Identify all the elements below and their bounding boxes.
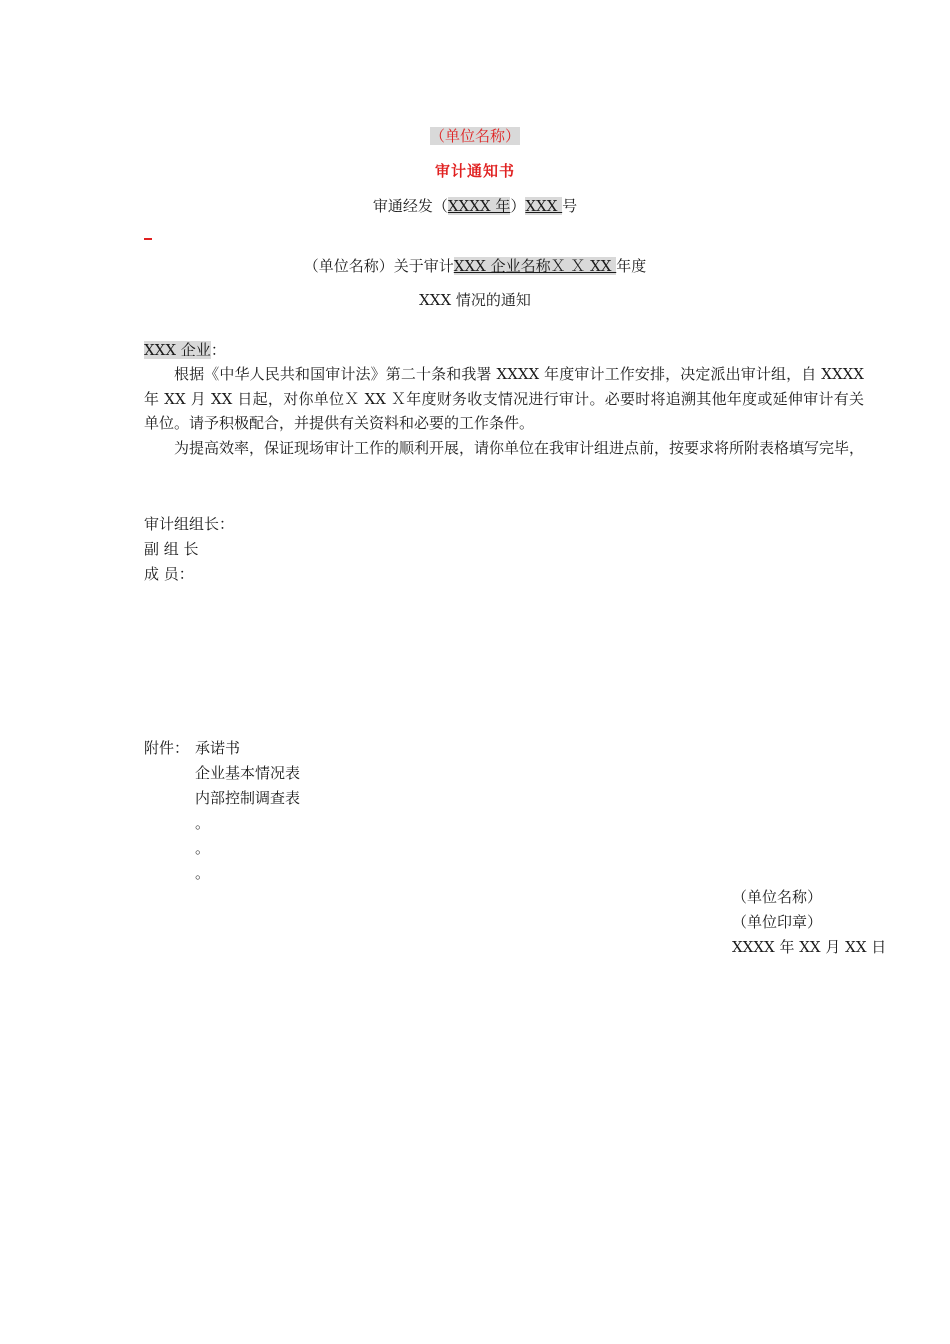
team-members: 成 员： (144, 565, 194, 583)
document-title: 审计通知书 (434, 162, 515, 180)
subject-line-1 (0, 256, 950, 276)
addressee (144, 340, 226, 360)
subject-prefix: （单位名称）关于审计 (303, 257, 454, 275)
document-number (0, 196, 950, 216)
attachment-item: 。 (195, 814, 211, 832)
subject-company: XXX 企业名称Ｘ Ｘ XX (453, 257, 617, 275)
attachment-item: 。 (195, 864, 211, 882)
doc-no-suffix: 号 (562, 197, 578, 215)
signature-unit-name: （单位名称） (732, 888, 823, 906)
subject-line-2: XXX 情况的通知 (419, 291, 531, 309)
doc-no-year: XXXX 年 (447, 197, 511, 215)
attachment-item: 内部控制调查表 (195, 789, 301, 807)
subject-suffix: 年度 (616, 257, 647, 275)
doc-no-prefix: 审通经发（ (372, 197, 448, 215)
addressee-colon: ： (210, 341, 226, 359)
body-paragraph-2: 为提高效率，保证现场审计工作的顺利开展，请你单位在我审计组进点前，按要求将所附表格填写完毕， (174, 439, 865, 457)
attachment-item: 承诺书 (195, 739, 241, 757)
team-leader: 审计组组长： (144, 515, 235, 533)
signature-date: XXXX 年 XX 月 XX 日 (732, 938, 887, 956)
attachments-label: 附件： (144, 739, 190, 757)
team-deputy: 副 组 长 (144, 540, 199, 558)
header-unit-name: （单位名称） (429, 127, 520, 145)
body-paragraph-1: 根据《中华人民共和国审计法》第二十条和我署 XXXX 年度审计工作安排，决定派出审计组，自 XXXX 年 XX 月 XX 日起，对你单位Ｘ XX Ｘ年度财务收支情况进行审计。必要时将追溯其他年度或延伸审计有关单位。请予积极配合，并提供有关资料和必要的工作条件。 (144, 365, 864, 432)
doc-no-number: XXX (525, 197, 563, 215)
doc-no-mid: ） (510, 197, 526, 215)
header-unit-name-line (0, 126, 950, 146)
attachment-item: 企业基本情况表 (195, 764, 301, 782)
signature-seal: （单位印章） (732, 913, 823, 931)
red-separator-mark (144, 238, 152, 240)
attachment-item: 。 (195, 839, 211, 857)
addressee-name: XXX 企业 (144, 341, 211, 359)
